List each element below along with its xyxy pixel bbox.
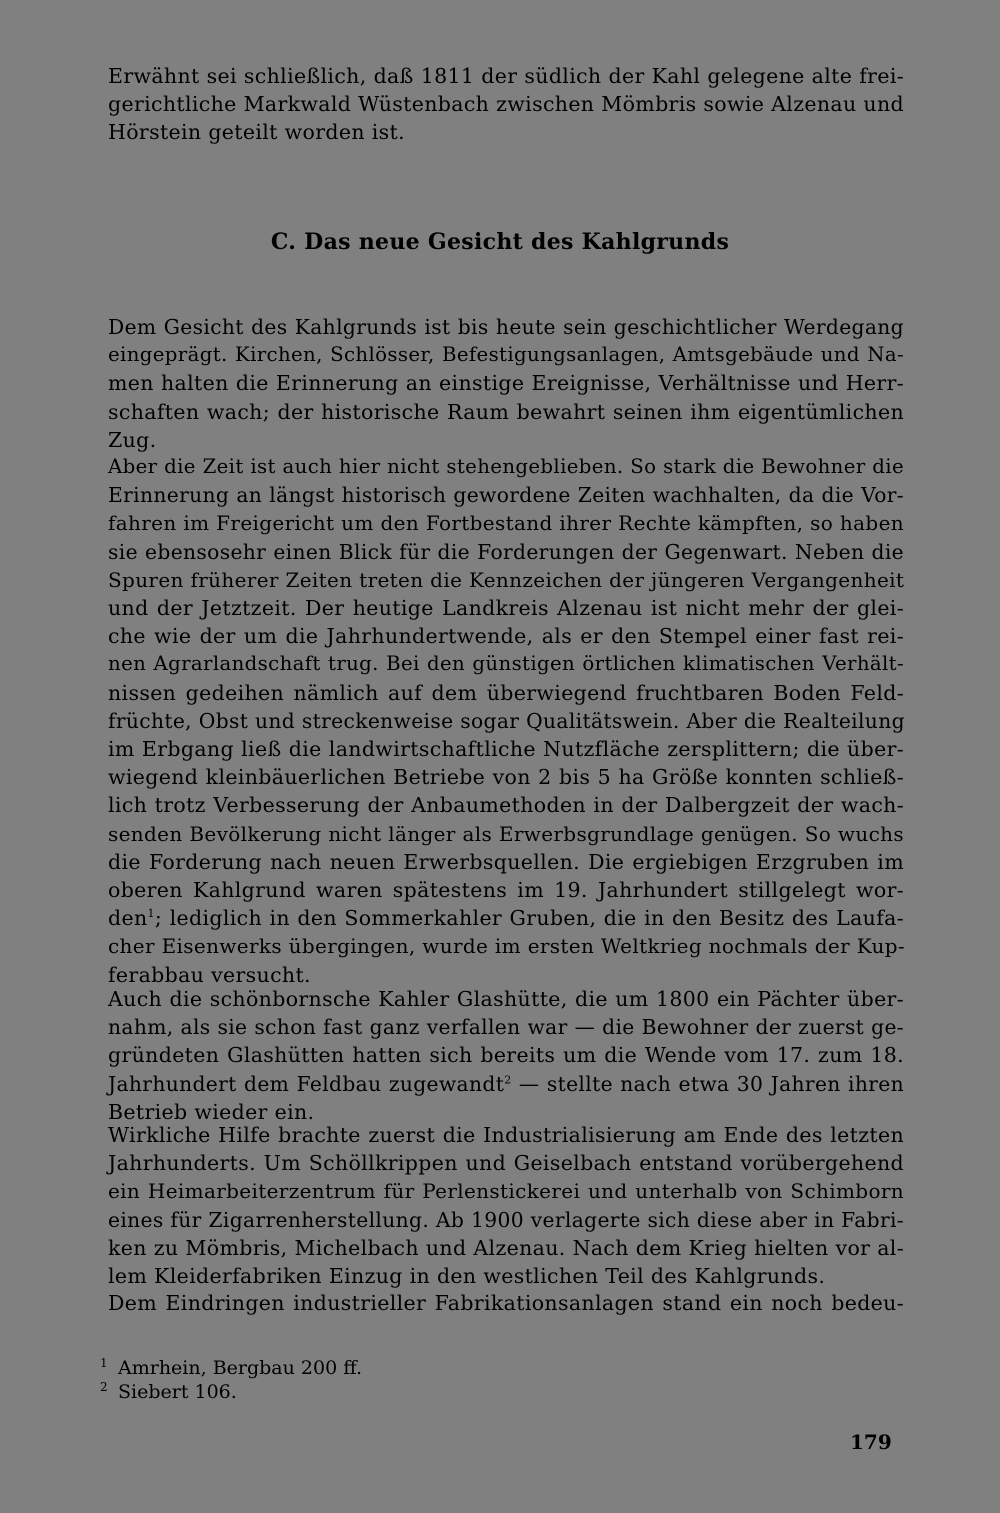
section-heading: C. Das neue Gesicht des Kahlgrunds (270, 229, 730, 255)
page-number: 179 (850, 1430, 892, 1454)
text-line: oberen Kahlgrund waren spätestens im 19. Jahrhundert stillgelegt wor- (108, 878, 904, 903)
text-line: nen Agrarlandschaft trug. Bei den günstigen örtlichen klimatischen Verhält- (108, 652, 904, 676)
footnote-ref: 1 (147, 907, 155, 921)
text-line: schaften wach; der historische Raum bewahrt seinen ihm eigentümlichen (108, 399, 904, 424)
text-line: Auch die schönbornsche Kahler Glashütte, die um 1800 ein Pächter über- (108, 987, 904, 1011)
text-line: früchte, Obst und streckenweise sogar Qualitätswein. Aber die Realteilung (108, 708, 905, 733)
text-line: Aber die Zeit ist auch hier nicht stehengeblieben. So stark die Bewohner die (108, 455, 904, 478)
text-fragment: Jahrhundert dem Feldbau zugewandt (108, 1071, 505, 1096)
text-line: senden Bevölkerung nicht länger als Erwerbsgrundlage genügen. So wuchs (108, 821, 904, 846)
footnote-ref: 2 (504, 1072, 512, 1086)
paragraph-4 (108, 1121, 904, 1290)
text-fragment: den (108, 906, 148, 931)
text-line: cher Eisenwerks übergingen, wurde im ersten Weltkrieg nochmals der Kup- (108, 934, 906, 959)
paragraph-3 (108, 985, 904, 1126)
text-line: ken zu Mömbris, Michelbach und Alzenau. Nach dem Krieg hielten vor al- (108, 1235, 904, 1260)
text-line: Spuren früherer Zeiten treten die Kennzeichen der jüngeren Vergangenheit (108, 567, 905, 592)
text-line: nahm, als sie schon fast ganz verfallen war — die Bewohner der zuerst ge- (108, 1015, 904, 1040)
text-line: lem Kleiderfabriken Einzug in den westlichen Teil des Kahlgrunds. (108, 1264, 826, 1289)
footnotes (100, 1356, 362, 1404)
text-line: eines für Zigarrenherstellung. Ab 1900 verlagerte sich diese aber in Fabri- (108, 1207, 904, 1232)
paragraph-intro (108, 62, 904, 147)
text-line: fahren im Freigericht um den Fortbestand ihrer Rechte kämpften, so haben (108, 511, 904, 536)
text-line: Dem Gesicht des Kahlgrunds ist bis heute sein geschichtlicher Werdegang (108, 315, 904, 339)
footnote-1: 1 Amrhein, Bergbau 200 ff. (100, 1355, 363, 1379)
paragraph-1 (108, 313, 904, 454)
footnote-2: 2 Siebert 106. (100, 1379, 237, 1403)
text-line: Erinnerung an längst historisch gewordene Zeiten wachhalten, da die Vor- (108, 483, 904, 508)
text-line (108, 1070, 904, 1098)
paragraph-5 (108, 1289, 904, 1317)
text-fragment: — stellte nach etwa 30 Jahren ihren (511, 1071, 905, 1096)
text-line: men halten die Erinnerung an einstige Ereignisse, Verhältnisse und Herr- (108, 371, 904, 396)
text-line: Erwähnt sei schließlich, daß 1811 der südlich der Kahl gelegene alte frei- (108, 64, 904, 88)
text-line: gerichtliche Markwald Wüstenbach zwischen Mömbris sowie Alzenau und (108, 92, 904, 117)
text-line: Betrieb wieder ein. (108, 1099, 315, 1124)
text-line: Zug. (108, 427, 157, 452)
text-line: nissen gedeihen nämlich auf dem überwiegend fruchtbaren Boden Feld- (108, 680, 904, 705)
text-line: lich trotz Verbesserung der Anbaumethoden in der Dalbergzeit der wach- (108, 793, 904, 818)
footnote-text: Siebert 106. (118, 1381, 237, 1403)
text-line: Jahrhunderts. Um Schöllkrippen und Geiselbach entstand vorübergehend (108, 1151, 904, 1176)
text-line: wiegend kleinbäuerlichen Betriebe von 2 bis 5 ha Größe konnten schließ- (108, 765, 904, 790)
text-line: ferabbau versucht. (108, 962, 311, 987)
text-line: die Forderung nach neuen Erwerbsquellen. Die ergiebigen Erzgruben im (108, 849, 904, 874)
text-line: che wie der um die Jahrhundertwende, als er den Stempel einer fast rei- (108, 624, 904, 649)
text-line: Dem Eindringen industrieller Fabrikationsanlagen stand ein noch bedeu- (108, 1291, 904, 1315)
paragraph-2 (108, 453, 904, 989)
text-line: gründeten Glashütten hatten sich bereits um die Wende vom 17. zum 18. (108, 1043, 904, 1068)
text-line: eingeprägt. Kirchen, Schlösser, Befestigungsanlagen, Amtsgebäude und Na- (108, 343, 904, 367)
text-line: im Erbgang ließ die landwirtschaftliche Nutzfläche zersplittern; die über- (108, 737, 904, 762)
text-line: Hörstein geteilt worden ist. (108, 120, 405, 145)
text-line: Wirkliche Hilfe brachte zuerst die Industrialisierung am Ende des letzten (108, 1123, 904, 1147)
text-line (108, 904, 904, 932)
text-line: und der Jetztzeit. Der heutige Landkreis Alzenau ist nicht mehr der glei- (108, 596, 904, 621)
text-line: ein Heimarbeiterzentrum für Perlenstickerei und unterhalb von Schimborn (108, 1179, 904, 1204)
text-fragment: ; lediglich in den Sommerkahler Gruben, die in den Besitz des Laufa- (154, 906, 904, 931)
footnote-text: Amrhein, Bergbau 200 ff. (118, 1357, 363, 1379)
text-line: sie ebensosehr einen Blick für die Forderungen der Gegenwart. Neben die (108, 539, 904, 564)
